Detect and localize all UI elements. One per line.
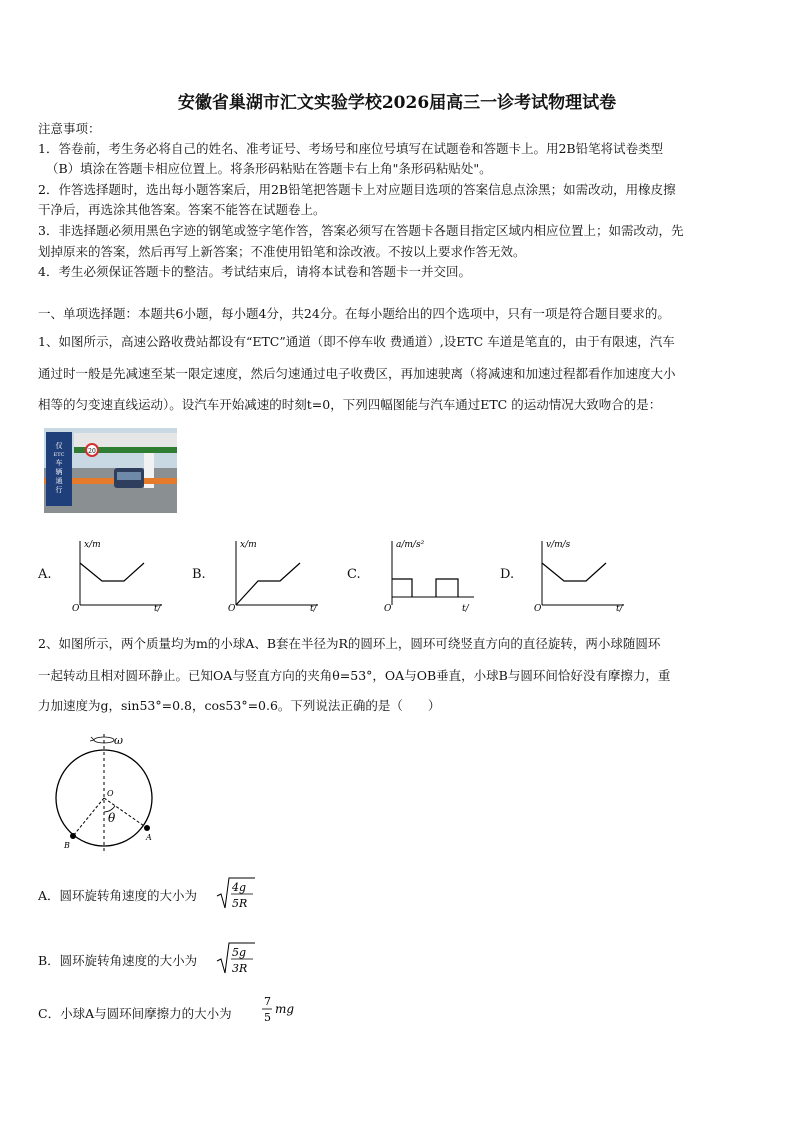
- svg-text:4g: 4g: [232, 881, 247, 894]
- question-2-text: 2、如图所示，两个质量均为m的小球A、B套在半径为R的圆环上，圆环可绕竖直方向的直径旋转，两小球随圆环: [38, 636, 661, 651]
- svg-text:mg: mg: [275, 1002, 295, 1016]
- svg-text:5: 5: [264, 1011, 271, 1024]
- notice-line: 2．作答选择题时，选出每小题答案后，用2B铅笔把答题卡上对应题目选项的答案信息点涂黑；如需改动，用橡皮擦: [38, 182, 676, 197]
- svg-text:5R: 5R: [232, 897, 248, 910]
- svg-text:t/: t/: [154, 604, 161, 613]
- svg-text:v/m/s: v/m/s: [546, 540, 571, 550]
- option-c-graph: [378, 535, 483, 613]
- svg-text:O: O: [384, 604, 392, 613]
- svg-text:ETC: ETC: [53, 452, 65, 458]
- question-1-text: 1、如图所示，高速公路收费站都设有“ETC”通道（即不停车收 费通道）,设ETC 车道是笔直的，由于有限速，汽车: [38, 334, 675, 349]
- svg-text:车: 车: [55, 459, 63, 467]
- question-1-text: 通过时一般是先减速至某一限定速度，然后匀速通过电子收费区，再加速驶离（将减速和加速过程都看作加速度大小: [38, 366, 676, 381]
- option-b-graph: [222, 535, 327, 613]
- svg-text:O: O: [107, 789, 114, 798]
- svg-text:x/m: x/m: [84, 540, 101, 550]
- svg-text:O: O: [534, 604, 542, 613]
- notice-heading: 注意事项：: [38, 121, 101, 136]
- q2-option-b: B．圆环旋转角速度的大小为: [38, 953, 198, 968]
- svg-text:通: 通: [55, 477, 63, 485]
- svg-text:ω: ω: [114, 734, 123, 747]
- notice-line: 1．答卷前，考生务必将自己的姓名、准考证号、考场号和座位号填写在试题卷和答题卡上。用2B铅笔将试卷类型: [38, 141, 664, 156]
- svg-text:a/m/s²: a/m/s²: [396, 540, 425, 550]
- svg-text:5g: 5g: [232, 946, 247, 959]
- svg-text:行: 行: [55, 486, 63, 494]
- notice-line: （B）填涂在答题卡相应位置上。将条形码粘贴在答题卡右上角"条形码粘贴处"。: [46, 161, 492, 176]
- ring-diagram: [50, 730, 170, 855]
- q2-option-c-formula: [260, 992, 304, 1028]
- svg-text:7: 7: [264, 995, 271, 1008]
- question-2-text: 一起转动且相对圆环静止。已知OA与竖直方向的夹角θ=53°，OA与OB垂直，小球B与圆环间恰好没有摩擦力，重: [38, 668, 671, 683]
- option-b-label: B.: [192, 567, 206, 582]
- svg-text:O: O: [72, 604, 80, 613]
- svg-text:θ: θ: [108, 811, 116, 825]
- section-heading: 一、单项选择题：本题共6小题，每小题4分，共24分。在每小题给出的四个选项中，只有一项是符合题目要求的。: [38, 306, 670, 321]
- speed-limit-text: 20: [88, 448, 96, 455]
- svg-text:x/m: x/m: [240, 540, 257, 550]
- etc-toll-photo: [44, 428, 177, 513]
- svg-text:3R: 3R: [232, 962, 248, 975]
- option-d-graph: [528, 535, 633, 613]
- svg-text:t/: t/: [310, 604, 317, 613]
- q2-option-c: C．小球A与圆环间摩擦力的大小为: [38, 1006, 232, 1021]
- photo-sign-text: 仅: [55, 442, 63, 450]
- svg-text:B: B: [64, 841, 70, 850]
- svg-text:辆: 辆: [55, 468, 63, 476]
- svg-text:A: A: [146, 833, 152, 842]
- q2-option-a-formula: [215, 874, 255, 914]
- option-c-label: C.: [347, 567, 361, 582]
- q2-option-a: A．圆环旋转角速度的大小为: [38, 888, 198, 903]
- notice-line: 划掉原来的答案，然后再写上新答案；不准使用铅笔和涂改液。不按以上要求作答无效。: [38, 244, 526, 259]
- notice-line: 干净后，再选涂其他答案。答案不能答在试题卷上。: [38, 202, 326, 217]
- svg-text:t/: t/: [462, 604, 469, 613]
- svg-text:O: O: [228, 604, 236, 613]
- option-d-label: D.: [500, 567, 515, 582]
- option-a-label: A.: [38, 567, 52, 582]
- question-1-text: 相等的匀变速直线运动）。设汽车开始减速的时刻t=0，下列四幅图能与汽车通过ETC 的运动情况大致吻合的是：: [38, 397, 662, 412]
- notice-line: 4．考生必须保证答题卡的整洁。考试结束后，请将本试卷和答题卡一并交回。: [38, 264, 471, 279]
- question-2-text: 力加速度为g，sin53°=0.8，cos53°=0.6。下列说法正确的是（ ）: [38, 698, 441, 713]
- ball-a: [144, 825, 150, 831]
- q2-option-b-formula: [215, 939, 255, 979]
- ball-b: [70, 833, 76, 839]
- page-title: 安徽省巢湖市汇文实验学校2026届高三一诊考试物理试卷: [177, 93, 617, 113]
- svg-text:t/: t/: [616, 604, 623, 613]
- notice-line: 3．非选择题必须用黑色字迹的钢笔或签字笔作答，答案必须写在答题卡各题目指定区域内相应位置上；如需改动，先: [38, 223, 684, 238]
- option-a-graph: [66, 535, 171, 613]
